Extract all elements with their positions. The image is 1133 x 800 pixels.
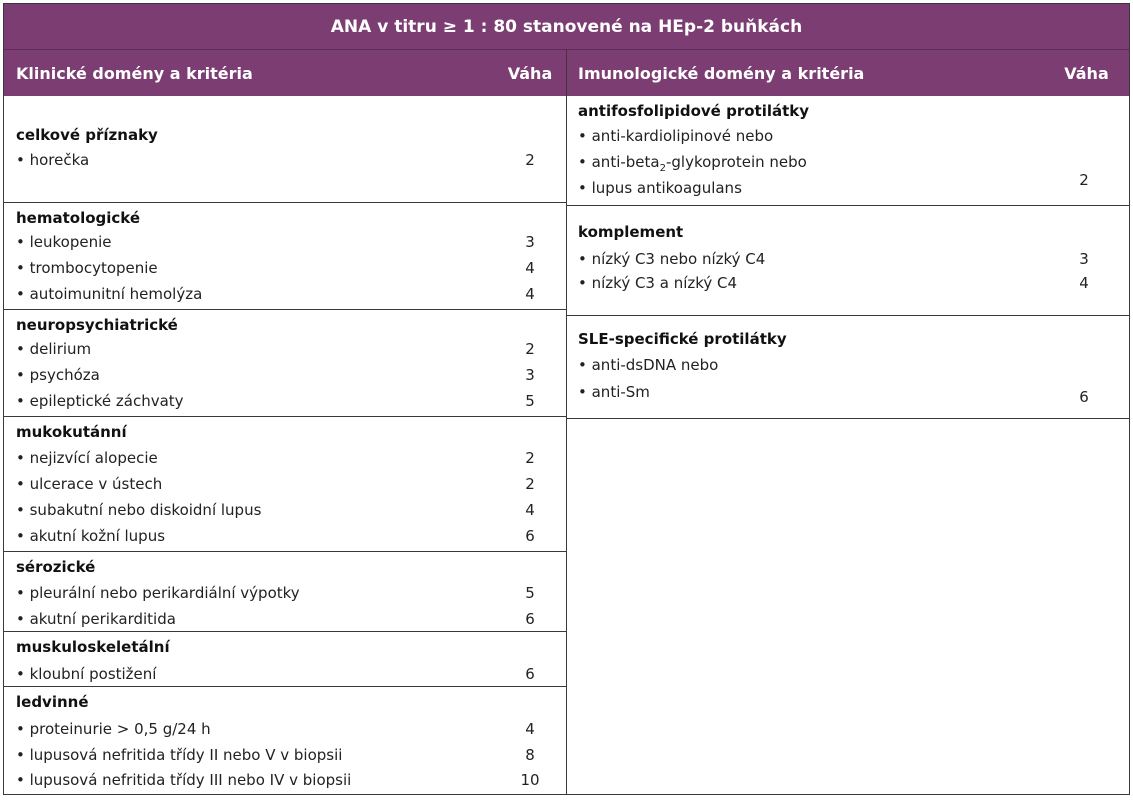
criterion-weight: 8 [525, 746, 535, 764]
domain-title: sérozické [16, 558, 96, 576]
criterion-label: • leukopenie [16, 233, 112, 251]
criterion-label: • anti-kardiolipinové nebo [578, 127, 774, 145]
domain-title: muskuloskeletální [16, 638, 170, 656]
table-title: ANA v titru ≥ 1 : 80 stanovené na HEp-2 buňkách [4, 4, 1129, 50]
header-weight-left: Váha [494, 50, 566, 96]
criterion-weight: 6 [525, 665, 535, 683]
criterion-weight: 3 [525, 366, 535, 384]
clinical-domain-hematologic [4, 203, 566, 310]
criterion-label: • lupusová nefritida třídy III nebo IV v biopsii [16, 771, 352, 789]
criterion-weight: 3 [1079, 250, 1089, 268]
criterion-weight: 4 [525, 720, 535, 738]
criterion-label: • anti-Sm [578, 383, 650, 401]
criteria-table [3, 3, 1130, 795]
criterion-label: • lupusová nefritida třídy II nebo V v biopsii [16, 746, 343, 764]
criterion-label: • ulcerace v ústech [16, 475, 163, 493]
domain-weight: 2 [1079, 171, 1089, 189]
domain-title: SLE-specifické protilátky [578, 330, 787, 348]
domain-weight: 6 [1079, 388, 1089, 406]
criterion-label: • delirium [16, 340, 92, 358]
criterion-weight: 2 [525, 475, 535, 493]
criterion-weight: 4 [1079, 274, 1089, 292]
clinical-domain-neuropsychiatric [4, 310, 566, 417]
criterion-label: • akutní kožní lupus [16, 527, 166, 545]
criterion-label: • lupus antikoagulans [578, 179, 742, 197]
criterion-label: • pleurální nebo perikardiální výpotky [16, 584, 300, 602]
domain-title: neuropsychiatrické [16, 316, 178, 334]
criterion-weight: 2 [525, 151, 535, 169]
criterion-weight: 3 [525, 233, 535, 251]
criterion-weight: 6 [525, 610, 535, 628]
domain-title: hematologické [16, 209, 141, 227]
criterion-label: • nejizvící alopecie [16, 449, 158, 467]
criterion-label: • kloubní postižení [16, 665, 157, 683]
criterion-label: • horečka [16, 151, 90, 169]
criterion-label: • akutní perikarditida [16, 610, 176, 628]
immuno-domain-sle-antibodies [566, 316, 1129, 419]
header-clinical: Klinické domény a kritéria [4, 50, 494, 96]
criterion-weight: 4 [525, 501, 535, 519]
criterion-weight: 10 [520, 771, 540, 789]
criterion-weight: 6 [525, 527, 535, 545]
header-immunological: Imunologické domény a kritéria [566, 50, 1044, 96]
criterion-label: • epileptické záchvaty [16, 392, 184, 410]
criterion-label: • psychóza [16, 366, 100, 384]
criterion-weight: 5 [525, 584, 535, 602]
immuno-domain-complement [566, 206, 1129, 316]
clinical-domain-musculoskeletal [4, 632, 566, 687]
clinical-domain-mucocutaneous [4, 417, 566, 552]
criterion-weight: 4 [525, 259, 535, 277]
domain-title: ledvinné [16, 693, 89, 711]
clinical-domain-renal [4, 687, 566, 794]
clinical-domain-serosal [4, 552, 566, 632]
criterion-label: • trombocytopenie [16, 259, 158, 277]
criterion-label: • subakutní nebo diskoidní lupus [16, 501, 262, 519]
criterion-label: • autoimunitní hemolýza [16, 285, 203, 303]
criterion-label: • anti-dsDNA nebo [578, 356, 719, 374]
column-divider [566, 50, 567, 794]
criterion-weight: 5 [525, 392, 535, 410]
domain-title: komplement [578, 223, 684, 241]
domain-title: celkové příznaky [16, 126, 158, 144]
criterion-weight: 2 [525, 340, 535, 358]
criterion-weight: 2 [525, 449, 535, 467]
criterion-label: • nízký C3 a nízký C4 [578, 274, 738, 292]
criterion-weight: 4 [525, 285, 535, 303]
domain-title: antifosfolipidové protilátky [578, 102, 810, 120]
clinical-domain-general [4, 96, 566, 203]
immuno-domain-antiphospholipid [566, 96, 1129, 206]
criterion-label: • proteinurie > 0,5 g/24 h [16, 720, 211, 738]
header-weight-right: Váha [1044, 50, 1129, 96]
domain-title: mukokutánní [16, 423, 127, 441]
criterion-label: • anti-beta$_2$-glykoprotein nebo [578, 153, 807, 174]
criterion-label: • nízký C3 nebo nízký C4 [578, 250, 766, 268]
